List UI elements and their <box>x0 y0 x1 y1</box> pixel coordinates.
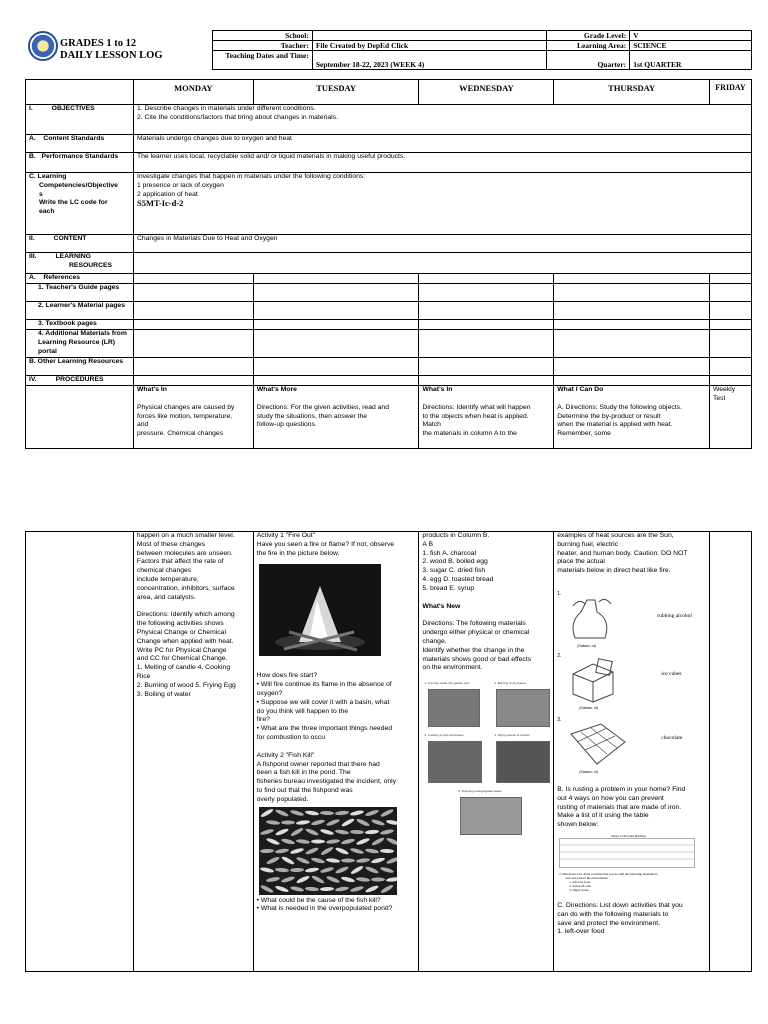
school-label: School: <box>213 31 313 41</box>
resources-label-2: RESOURCES <box>69 261 113 269</box>
thursday-cell-2 <box>554 532 710 972</box>
alcohol-bottle-drawing <box>565 594 621 642</box>
lm-label: 2. Learner's Material pages <box>26 302 134 320</box>
thursday-heading: What I Can Do <box>557 386 604 393</box>
friday-cell-2 <box>710 532 752 972</box>
wed-p2-5: 4. egg D. toasted bread <box>422 575 494 583</box>
wed-p3-3: Identify whether the change in the <box>422 646 525 654</box>
quarter-label: Quarter: <box>547 51 630 70</box>
lc-label-1: C. Learning <box>29 173 67 180</box>
teacher-value: File Created by DepEd Click <box>312 41 546 51</box>
environment-images <box>422 681 550 861</box>
wednesday-heading: What's In <box>422 386 453 393</box>
am-label: 4. Additional Materials from Learning Resource (LR) portal <box>26 330 134 358</box>
thu-p1-0: A. Directions: Study the following objects. <box>557 403 682 411</box>
mon-p3-4: Write PC for Physical Change <box>136 646 227 654</box>
mini-directions <box>559 872 658 892</box>
ice-cubes-drawing <box>567 656 623 704</box>
tue-q-5: fire? <box>256 716 270 724</box>
day-wednesday: WEDNESDAY <box>419 80 554 105</box>
mon-p3-8: 2. Burning of wood 5. Frying Egg <box>136 681 236 689</box>
wed-p3-0: Directions: The following materials <box>422 620 526 628</box>
dates-label: Teaching Dates and Time: <box>213 51 313 70</box>
day-monday: MONDAY <box>133 80 253 105</box>
chocolate-drawing <box>567 720 631 768</box>
thu-p4-0: C. Directions: List down activities that you <box>557 901 683 909</box>
lc-label-4: Write the LC code for <box>39 199 108 207</box>
mon-p1-0: Physical changes are caused by <box>136 403 235 411</box>
img-cap-3: 3. Cooking of pork and beans <box>424 733 464 738</box>
dates-value: September 18-22, 2023 (WEEK 4) <box>312 51 546 70</box>
competencies <box>133 173 751 235</box>
fri-text-1: Test <box>712 394 726 402</box>
mon-p2-4: chemical changes <box>136 567 192 575</box>
item-1-num: 1. <box>557 590 562 597</box>
tue-a1-1: the fire in the picture below. <box>256 549 340 557</box>
campfire-photo <box>259 564 381 656</box>
objectives-label: I. OBJECTIVES <box>26 105 134 135</box>
thu-p3-0: B. Is rusting a problem in your home? Find <box>557 785 686 793</box>
fish-shape <box>281 820 295 824</box>
mon-p3-2: Physical Change or Chemical <box>136 628 226 636</box>
activity-2-title: Activity 2 "Fish Kill" <box>256 751 315 759</box>
img-cap-4: 4. Drying pieces of clothes <box>494 733 530 738</box>
mon-p3-7: Rice <box>136 672 151 680</box>
fire-photo-area <box>257 558 416 672</box>
monday-cell-2 <box>133 532 253 972</box>
performance-standards: The learner uses local, recyclable solid and/ or liquid materials in making useful products. <box>133 153 751 173</box>
thu-p1-2: when the material is applied with heat. <box>557 421 673 429</box>
thu-p3-1: out 4 ways on how you can prevent <box>557 794 664 802</box>
title-line-1: GRADES 1 to 12 <box>60 38 137 49</box>
references-label: A. References <box>26 274 134 284</box>
tue-a2q-1: • What is needed in the overpopulated pond? <box>256 905 393 913</box>
grade-label: Grade Level: <box>547 31 630 41</box>
item-3-caption: (Sabaro, rd) <box>579 769 598 774</box>
blank-head <box>26 80 134 105</box>
lc-2: 1 presence or lack of oxygen <box>136 181 224 189</box>
school-value <box>312 31 546 41</box>
thu-p4-3: 1. left-over food <box>557 928 605 936</box>
rust-table-title: Ways to Prevent Rusting <box>611 833 646 838</box>
rust-table <box>559 838 695 868</box>
mon-p3-6: 1. Melting of candle 4. Cooking <box>136 664 231 672</box>
wednesday-cell-2 <box>419 532 554 972</box>
img-cap-2: 2. Burning of dry leaves <box>494 681 526 686</box>
lc-3: 2 application of heat <box>136 190 198 198</box>
mon-p1-1: forces like motion, temperature, <box>136 412 233 420</box>
tue-p1-2: follow-up questions. <box>256 421 317 429</box>
wed-p2-1: A B <box>422 540 434 548</box>
thu-p2-4: materials below in direct heat like fire. <box>557 567 671 575</box>
mon-p3-0: Directions: Identify which among <box>136 611 235 619</box>
monday-cell-1 <box>133 386 253 449</box>
wed-p2-4: 3. sugar C. dried fish <box>422 567 486 575</box>
img-cap-5: 5. Dumping unsegregated waste <box>458 789 502 794</box>
tue-a2-1: been a fish kill in the pond. The <box>256 769 351 777</box>
lc-1: Investigate changes that happen in materials under the following conditions: <box>136 173 366 180</box>
tue-q-7: for combustion to occu <box>256 733 326 741</box>
tuesday-cell-1 <box>253 386 419 449</box>
content-label: II. CONTENT <box>26 235 134 253</box>
item-1-caption: (Sabaro, rd) <box>577 643 596 648</box>
fish-shape <box>341 858 355 862</box>
thu-p4-1: can do with the following materials to <box>557 910 669 918</box>
fish-shape <box>311 839 325 843</box>
tire-pots-photo <box>428 689 480 727</box>
deped-seal-icon <box>28 31 58 61</box>
whats-new-heading: What's New <box>422 602 461 610</box>
activity-1-title: Activity 1 "Fire Out" <box>256 532 316 539</box>
waste-dump-photo <box>460 797 522 835</box>
lc-code: S5MT-Ic-d-2 <box>136 198 184 209</box>
mon-p3-5: and CC for Chemical Change. <box>136 655 228 663</box>
friday-cell-1 <box>709 386 751 449</box>
area-label: Learning Area: <box>547 41 630 51</box>
day-tuesday: TUESDAY <box>253 80 419 105</box>
monday-heading: What's In <box>136 386 167 393</box>
tue-q-4: do you think will happen to the <box>256 707 349 715</box>
mon-p3-9: 3. Boiling of water <box>136 690 191 698</box>
content-standards: Materials undergo changes due to oxygen and heat <box>133 135 751 153</box>
mini-1: save and protect the environment. <box>565 875 609 880</box>
competencies-label <box>26 173 134 235</box>
thu-p3-2: rusting of materials that are made of iron. <box>557 803 682 811</box>
tue-a1-0: Have you seen a fire or flame? If not, observe <box>256 540 395 548</box>
burning-leaves-photo <box>496 689 550 727</box>
mon-p2-0: happen on a much smaller level. <box>136 532 235 539</box>
day-thursday: THURSDAY <box>554 80 710 105</box>
wed-p1-3: the materials in column A to the <box>422 430 517 438</box>
resources-value <box>133 253 751 274</box>
tuesday-cell-2 <box>253 532 419 972</box>
wed-p3-4: materials shows good or bad effects <box>422 655 532 663</box>
wed-p2-0: products in Column B. <box>422 532 490 539</box>
teacher-label: Teacher: <box>213 41 313 51</box>
tue-a2-0: A fishpond owner reported that there had <box>256 760 380 768</box>
item-2-caption: (Gabaro, rd) <box>579 705 599 710</box>
mon-p1-3: pressure. Chemical changes <box>136 430 224 438</box>
heat-objects <box>557 576 706 786</box>
drying-clothes-photo <box>496 741 550 783</box>
tb-label: 3. Textbook pages <box>26 320 134 330</box>
item-2-label: ice cubes <box>661 670 682 677</box>
tue-a2-2: fisheries bureau investigated the incident, only <box>256 778 397 786</box>
mon-p2-3: Factors that affect the rate of <box>136 558 224 566</box>
item-1-label: rubbing alcohol <box>657 612 692 619</box>
fish-photo-area <box>257 805 416 897</box>
resources-label <box>26 253 134 274</box>
lc-label-3: s <box>39 190 43 198</box>
wed-p1-0: Directions: Identify what will happen <box>422 403 531 411</box>
tue-p1-1: study the situations, then answer the <box>256 412 368 420</box>
wed-p1-1: to the objects when heat is applied. <box>422 412 529 420</box>
lc-label-2: Competencies/Objective <box>39 181 118 189</box>
mon-p2-1: Most of these changes <box>136 540 206 548</box>
wed-p2-3: 2. wood B. boiled egg <box>422 558 488 566</box>
thu-p2-3: place the actual <box>557 558 605 566</box>
wed-p3-2: change. <box>422 637 447 645</box>
lesson-table <box>25 79 752 449</box>
tue-q-1: • Will fire continue its flame in the absence of <box>256 681 392 689</box>
mon-p2-5: include temperature, <box>136 575 199 583</box>
wed-p1-2: Match <box>422 421 441 429</box>
item-2-num: 2. <box>557 652 562 659</box>
wed-p3-5: on the environment. <box>422 664 483 672</box>
tue-a2q-0: • What could be the cause of the fish kill? <box>256 896 381 904</box>
objective-1: 1. Describe changes in materials under different conditions. <box>136 105 316 112</box>
item-3-num: 3. <box>557 716 562 723</box>
mini-0: 2. Directions: List down activities that you do with the following materials to <box>559 871 658 876</box>
thu-p1-3: Remember, some <box>557 430 611 438</box>
document-title <box>60 38 163 62</box>
resources-label-1: III. LEARNING <box>29 253 91 260</box>
item-3-label: chocolate <box>661 734 683 741</box>
thu-p3-3: Make a list of it using the table <box>557 812 649 820</box>
mon-p2-7: area, and catalysts. <box>136 593 196 601</box>
tg-label: 1. Teacher's Guide pages <box>26 284 134 302</box>
title-line-2: DAILY LESSON LOG <box>60 50 163 61</box>
thu-p2-0: examples of heat sources are the Sun, <box>557 532 674 539</box>
lesson-table-continued <box>25 531 752 972</box>
wed-p2-6: 5. bread E. syrup <box>422 584 475 592</box>
thu-p2-2: heater, and human body. Caution: DO NOT <box>557 549 688 557</box>
mini-3: 2. rusted tin cans <box>569 883 591 888</box>
rusting-table-area <box>557 830 706 902</box>
mon-p3-1: the following activities shows <box>136 620 224 628</box>
mini-4: 3. empty boxes <box>569 887 589 892</box>
content: Changes in Materials Due to Heat and Oxygen <box>133 235 751 253</box>
mon-p2-2: between molecules are unseen. <box>136 549 233 557</box>
fish-kill-photo <box>259 807 397 895</box>
performance-standards-label: B. Performance Standards <box>26 153 134 173</box>
mon-p2-6: concentration, inhibitors, surface <box>136 584 235 592</box>
lc-label-5: each <box>39 208 55 216</box>
content-standards-label: A. Content Standards <box>26 135 134 153</box>
mon-p3-3: Change when applied with heat. <box>136 637 234 645</box>
header-info-table <box>212 30 752 70</box>
thu-p3-4: shown below: <box>557 821 599 829</box>
img-cap-1: 1. Cut tires made into garden pots <box>424 681 470 686</box>
mon-p1-2: and <box>136 421 149 429</box>
grade-value: V <box>630 31 752 41</box>
objectives <box>133 105 751 135</box>
objective-2: 2. Cite the conditions/factors that bring about changes in materials. <box>136 113 338 121</box>
tue-q-2: oxygen? <box>256 689 283 697</box>
thu-p1-1: Determine the by-product or result <box>557 412 661 420</box>
tue-p1-0: Directions: For the given activities, read and <box>256 403 389 411</box>
area-value: SCIENCE <box>630 41 752 51</box>
cooking-photo <box>428 741 482 783</box>
olr-label: B. Other Learning Resources <box>26 358 134 376</box>
mini-2: 1. left-over food <box>569 879 591 884</box>
procedures-label: IV. PROCEDURES <box>26 376 134 386</box>
thu-p2-1: burning fuel, electric <box>557 540 619 548</box>
thu-p4-2: save and protect the environment. <box>557 919 661 927</box>
tue-a2-3: to find out that the fishpond was <box>256 786 353 794</box>
fish-shape <box>371 877 385 881</box>
tue-q-0: How does fire start? <box>256 672 318 680</box>
tue-q-3: • Suppose we will cover it with a basin, what <box>256 698 390 706</box>
quarter-value: 1st QUARTER <box>630 51 752 70</box>
wed-p3-1: undergo either physical or chemical <box>422 629 530 637</box>
day-friday: FRIDAY <box>709 80 751 105</box>
tuesday-heading: What's More <box>256 386 297 393</box>
tue-a2-4: overly populated. <box>256 795 309 803</box>
wednesday-cell-1 <box>419 386 554 449</box>
wed-p2-2: 1. fish A. charcoal <box>422 549 477 557</box>
tue-q-6: • What are the three important things needed <box>256 725 393 733</box>
fri-text-0: Weekly <box>712 386 736 393</box>
thursday-cell-1 <box>554 386 710 449</box>
